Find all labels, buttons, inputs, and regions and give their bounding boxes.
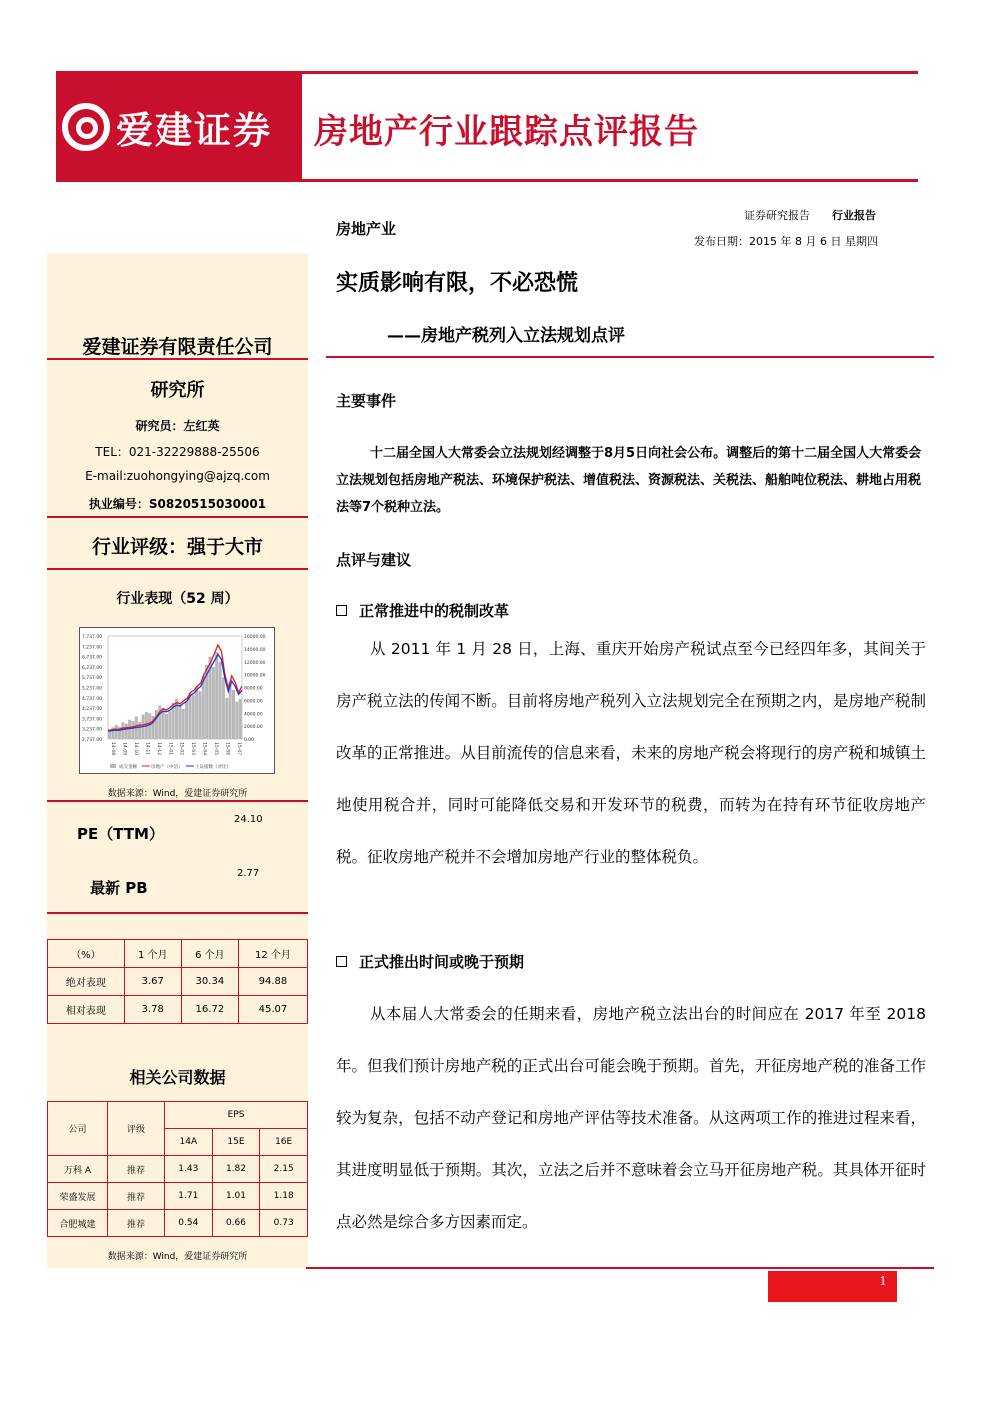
volume-bar: [188, 693, 191, 739]
table-cell: 30.34: [181, 968, 238, 996]
volume-bar: [235, 702, 238, 739]
performance-chart-svg: [80, 628, 274, 773]
table-cell: 绝对表现: [48, 968, 125, 996]
volume-bar: [165, 714, 168, 739]
table-cell: 推荐: [108, 1210, 165, 1237]
sidebar-rule: [47, 912, 308, 914]
volume-bar: [115, 725, 118, 739]
table-header-cell: 16E: [260, 1129, 308, 1156]
section-heading-comment: 点评与建议: [336, 551, 412, 569]
section-heading-event: 主要事件: [336, 392, 397, 410]
volume-bar: [148, 713, 151, 739]
table-row: [48, 1156, 308, 1183]
right-axis-tick-label: 16000.00: [244, 635, 266, 640]
volume-bar: [212, 667, 215, 739]
right-axis-tick-label: 4000.00: [244, 712, 263, 718]
table-cell: 0.66: [212, 1210, 260, 1237]
table-cell: 1.01: [212, 1183, 260, 1210]
performance-table: [47, 939, 308, 1024]
table-cell: 相对表现: [48, 996, 125, 1024]
company-table: [47, 1101, 308, 1237]
title-rule: [326, 356, 934, 358]
table-cell: 3.67: [124, 968, 181, 996]
x-axis-tick-label: 15-02: [178, 742, 184, 756]
sidebar-rule: [47, 800, 308, 802]
volume-bar: [192, 695, 195, 739]
left-axis-tick-label: 7,237.00: [82, 645, 103, 651]
subsection-heading: [336, 600, 509, 621]
footer-rule: [306, 1267, 934, 1269]
sidebar-rule: [47, 516, 308, 518]
report-type-label: 证券研究报告: [744, 209, 810, 222]
table-header-cell: 15E: [212, 1129, 260, 1156]
x-axis-tick-label: 14-08: [110, 742, 115, 756]
legend-label: 成交金额: [119, 765, 137, 770]
performance-title: 行业表现（52 周）: [116, 591, 239, 607]
table-cell: 合肥城建: [48, 1210, 108, 1237]
report-class: 行业报告: [832, 209, 876, 222]
publish-date: 发布日期：2015 年 8 月 6 日 星期四: [694, 235, 878, 248]
left-axis-tick-label: 4,237.00: [82, 707, 103, 713]
table-row: [48, 1210, 308, 1237]
subsection-title: 正常推进中的税制改革: [359, 602, 510, 620]
logo-emblem-icon: [62, 103, 110, 151]
performance-chart: [79, 627, 275, 774]
x-axis-tick-label: 15-04: [201, 742, 207, 756]
subsection-title: 正式推出时间或晚于预期: [359, 953, 525, 971]
table-cell: 1.18: [260, 1183, 308, 1210]
analyst-license: 执业编号：S0820515030001: [88, 497, 267, 511]
table-header-row: [48, 1102, 308, 1129]
volume-bar: [198, 691, 201, 739]
chart-source: 数据来源：Wind，爱建证券研究所: [107, 789, 248, 799]
industry-label: 房地产业: [336, 220, 397, 238]
report-series-title: 房地产行业跟踪点评报告: [314, 112, 699, 152]
volume-bar: [195, 686, 198, 739]
table-cell: 94.88: [238, 968, 307, 996]
left-axis-tick-label: 6,237.00: [82, 665, 103, 671]
related-companies-title: 相关公司数据: [129, 1068, 226, 1087]
x-axis-tick-label: 15-06: [224, 742, 230, 756]
page-subtitle: ——房地产税列入立法规划点评: [387, 326, 625, 346]
left-axis-tick-label: 7,737.00: [82, 635, 103, 640]
right-axis-tick-label: 0.00: [244, 738, 255, 743]
page-title: 实质影响有限，不必恐慌: [336, 271, 579, 296]
volume-bar: [222, 677, 225, 739]
table-row: [48, 1183, 308, 1210]
event-paragraph: 十二届全国人大常委会立法规划经调整于8月5日向社会公布。调整后的第十二届全国人大常委会立法规划包括房地产税法、环境保护税法、增值税法、资源税法、关税法、船舶吨位税法、耕地占用税法等7个税种立法。: [336, 446, 922, 515]
table-row: [48, 968, 308, 996]
table-cell: 1.82: [212, 1156, 260, 1183]
logo-text: 爱建证券: [116, 108, 272, 152]
table-header-cell: EPS: [165, 1102, 308, 1129]
checkbox-bullet-icon: [336, 956, 347, 967]
table-header-cell: 6 个月: [181, 940, 238, 968]
table-source: 数据来源：Wind，爱建证券研究所: [107, 1252, 248, 1262]
table-cell: 45.07: [238, 996, 307, 1024]
volume-bar: [239, 699, 242, 739]
table-cell: 1.43: [165, 1156, 213, 1183]
table-row: [48, 996, 308, 1024]
volume-bar: [168, 711, 171, 739]
left-axis-tick-label: 5,737.00: [82, 676, 103, 682]
left-axis-tick-label: 4,737.00: [82, 696, 103, 702]
legend-label: 上证指数（对比）: [195, 765, 231, 770]
page-number: 1: [768, 1271, 897, 1302]
x-axis-tick-label: 14-10: [132, 742, 138, 756]
pb-value: 2.77: [237, 868, 260, 879]
table-cell: 推荐: [108, 1183, 165, 1210]
table-cell: 荣盛发展: [48, 1183, 108, 1210]
industry-rating: 行业评级：强于大市: [91, 536, 263, 558]
volume-bar: [125, 724, 128, 739]
volume-bar: [131, 721, 134, 739]
x-axis-tick-label: 14-11: [144, 742, 150, 756]
left-axis-tick-label: 3,737.00: [82, 717, 103, 723]
volume-bar: [121, 722, 124, 739]
right-axis-tick-label: 14000.00: [244, 647, 266, 653]
checkbox-bullet-icon: [336, 605, 347, 616]
table-header-cell: 12 个月: [238, 940, 307, 968]
legend-swatch: [110, 764, 116, 768]
report-type: [744, 207, 876, 223]
volume-bar: [202, 676, 205, 739]
left-axis-tick-label: 6,737.00: [82, 655, 103, 661]
table-cell: 万科 A: [48, 1156, 108, 1183]
left-axis-tick-label: 5,237.00: [82, 686, 103, 692]
volume-bar: [182, 709, 185, 739]
volume-bar: [232, 690, 235, 739]
right-axis-tick-label: 12000.00: [244, 660, 266, 666]
table-cell: 0.73: [260, 1210, 308, 1237]
table-header-cell: （%）: [48, 940, 125, 968]
body-paragraph: 从 2011 年 1 月 28 日，上海、重庆开始房产税试点至今已经四年多，其间关于房产税立法的传闻不断。目前将房地产税列入立法规划完全在预期之内，是房地产税制改革的正常推进。从目前流传的信息来看，未来的房地产税会将现行的房产税和城镇土地使用税合并，同时可能降低交易和开发环节的税费，而转为在持有环节征收房地产税。征收房地产税并不会增加房地产行业的整体税负。: [336, 640, 926, 866]
x-axis-tick-label: 15-05: [213, 742, 219, 756]
analyst-email[interactable]: E-mail:zuohongying@ajzq.com: [85, 469, 270, 483]
right-axis-tick-label: 10000.00: [244, 673, 266, 679]
subsection-heading: [336, 951, 524, 972]
table-header-cell: 公司: [48, 1102, 108, 1156]
volume-bar: [178, 704, 181, 739]
pe-value: 24.10: [234, 814, 263, 825]
pb-label: 最新 PB: [90, 879, 148, 897]
table-cell: 16.72: [181, 996, 238, 1024]
volume-bar: [215, 652, 218, 739]
table-cell: 推荐: [108, 1156, 165, 1183]
table-header-cell: 1 个月: [124, 940, 181, 968]
table-header-row: [48, 940, 308, 968]
volume-bar: [128, 720, 131, 739]
right-axis-tick-label: 2000.00: [244, 725, 263, 731]
sidebar-rule: [47, 358, 308, 360]
institute-name: 研究所: [150, 380, 205, 401]
table-header-cell: 评级: [108, 1102, 165, 1156]
x-axis-tick-label: 14-12: [155, 742, 161, 756]
legend-label: 房地产（中信）: [151, 765, 183, 770]
sidebar-rule: [47, 568, 308, 570]
table-header-cell: 14A: [165, 1129, 213, 1156]
header-bottom-rule: [56, 179, 918, 182]
x-axis-tick-label: 15-07: [236, 742, 241, 756]
body-paragraph: 从本届人大常委会的任期来看，房地产税立法出台的时间应在 2017 年至 2018 年。但我们预计房地产税的正式出台可能会晚于预期。首先，开征房地产税的准备工作较为复杂，包括不动产登记和房地产评估等技术准备。从这两项工作的推进过程来看，其进度明显低于预期。其次，立法之后并不意味着会立马开征房地产税。其具体开征时点必然是综合多方因素而定。: [336, 1005, 926, 1231]
company-name: 爱建证券有限责任公司: [82, 336, 273, 358]
right-axis-tick-label: 6000.00: [244, 699, 263, 705]
x-axis-tick-label: 15-01: [167, 742, 173, 756]
table-cell: 2.15: [260, 1156, 308, 1183]
table-cell: 3.78: [124, 996, 181, 1024]
left-axis-tick-label: 3,237.00: [82, 727, 103, 733]
x-axis-tick-label: 14-09: [121, 742, 127, 756]
analyst-tel: TEL：021-32229888-25506: [95, 445, 260, 459]
right-axis-tick-label: 8000.00: [244, 686, 263, 692]
volume-bar: [185, 702, 188, 739]
analyst-name: 研究员：左红英: [135, 419, 220, 433]
volume-bar: [225, 698, 228, 739]
pe-label: PE（TTM）: [77, 825, 164, 843]
volume-bar: [219, 662, 222, 739]
left-axis-tick-label: 2,737.00: [82, 738, 103, 743]
table-cell: 1.71: [165, 1183, 213, 1210]
table-cell: 0.54: [165, 1210, 213, 1237]
x-axis-tick-label: 15-03: [190, 742, 196, 756]
brand-logo: [56, 74, 302, 180]
